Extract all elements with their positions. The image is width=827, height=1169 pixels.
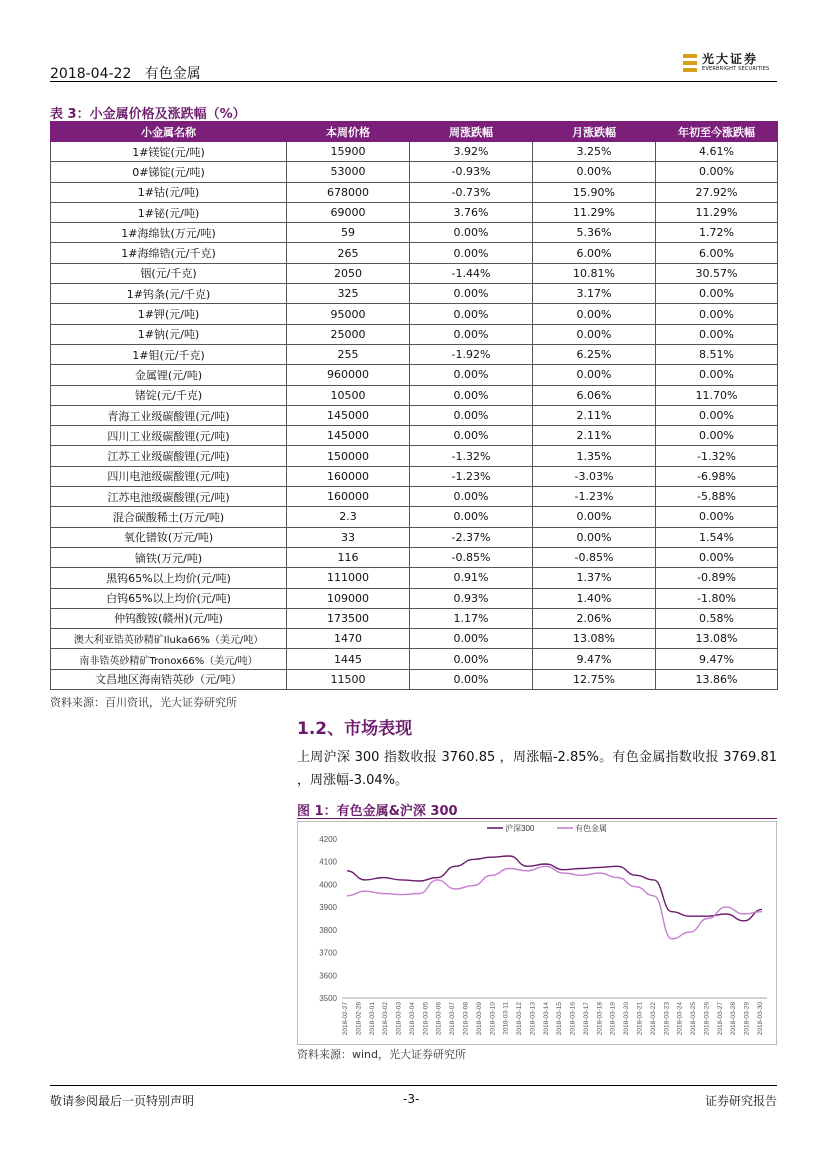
table-cell: 3.17% <box>533 284 656 304</box>
table-row <box>51 669 778 689</box>
x-tick-label: 2018-03-29 <box>743 1002 751 1036</box>
table-cell: -1.32% <box>656 446 778 466</box>
table-cell: 173500 <box>287 608 410 628</box>
table-source: 资料来源：百川资讯，光大证券研究所 <box>50 696 237 709</box>
x-tick-label: 2018-03-17 <box>582 1002 590 1036</box>
table-cell: 1#海绵钛(万元/吨) <box>51 223 287 243</box>
table-cell: 960000 <box>287 365 410 385</box>
x-tick-label: 2018-03-14 <box>542 1002 550 1036</box>
table-row <box>51 243 778 263</box>
table-cell: 325 <box>287 284 410 304</box>
table-cell: 0.00% <box>656 162 778 182</box>
x-tick-label: 2018-03-19 <box>609 1002 617 1036</box>
table-cell: 南非锆英砂精矿Tronox66%（美元/吨） <box>51 649 287 669</box>
x-tick-label: 2018-03-01 <box>368 1002 376 1036</box>
table-cell: 0#锑锭(元/吨) <box>51 162 287 182</box>
y-tick-label: 3900 <box>319 903 337 913</box>
x-tick-label: 2018-03-22 <box>649 1002 657 1036</box>
table-cell: 145000 <box>287 426 410 446</box>
table-cell: 1.72% <box>656 223 778 243</box>
y-tick-label: 4200 <box>319 835 337 844</box>
table-cell: 1#钨条(元/千克) <box>51 284 287 304</box>
table-cell: 1445 <box>287 649 410 669</box>
logo-name-cn: 光大证券 <box>702 52 759 66</box>
table-cell: -0.73% <box>410 182 533 202</box>
table-cell: 0.00% <box>410 223 533 243</box>
y-tick-label: 3700 <box>319 948 337 958</box>
table-cell: 1.37% <box>533 568 656 588</box>
table-cell: 0.00% <box>533 527 656 547</box>
table-cell: -1.44% <box>410 263 533 283</box>
table-cell: 1470 <box>287 629 410 649</box>
y-tick-label: 3600 <box>319 971 337 981</box>
table-cell: 1.40% <box>533 588 656 608</box>
table-cell: -0.85% <box>410 547 533 567</box>
table-cell: 0.00% <box>410 405 533 425</box>
table-cell: 四川工业级碳酸锂(元/吨) <box>51 426 287 446</box>
table-cell: 9.47% <box>533 649 656 669</box>
table-cell: 0.00% <box>533 324 656 344</box>
header-rule <box>50 81 777 82</box>
table-row <box>51 284 778 304</box>
table-cell: 1#海绵锆(元/千克) <box>51 243 287 263</box>
table-cell: 11.29% <box>533 202 656 222</box>
legend-label: 有色金属 <box>575 824 607 833</box>
table-cell: 10500 <box>287 385 410 405</box>
table-cell: 11500 <box>287 669 410 689</box>
table-cell: 氧化镨钕(万元/吨) <box>51 527 287 547</box>
table-cell: 1#钼(元/千克) <box>51 344 287 364</box>
line-chart <box>297 821 777 1045</box>
table-cell: 1.35% <box>533 446 656 466</box>
table-row <box>51 629 778 649</box>
x-tick-label: 2018-03-08 <box>462 1002 470 1036</box>
table-cell: 0.00% <box>410 365 533 385</box>
table-cell: 33 <box>287 527 410 547</box>
table-cell: 6.00% <box>533 243 656 263</box>
table-cell: 镝铁(万元/吨) <box>51 547 287 567</box>
table-cell: 2.06% <box>533 608 656 628</box>
x-tick-label: 2018-03-18 <box>596 1002 604 1036</box>
table-cell: -6.98% <box>656 466 778 486</box>
table-row <box>51 365 778 385</box>
table-cell: 0.00% <box>410 385 533 405</box>
x-tick-label: 2018-03-16 <box>569 1002 577 1036</box>
x-tick-label: 2018-03-20 <box>623 1002 631 1036</box>
table-cell: 255 <box>287 344 410 364</box>
table-cell: 黑钨65%以上均价(元/吨) <box>51 568 287 588</box>
column-header: 月涨跌幅 <box>533 122 656 142</box>
table-row <box>51 466 778 486</box>
table-cell: -1.32% <box>410 446 533 466</box>
table-cell: 15900 <box>287 142 410 162</box>
table-cell: 0.00% <box>410 507 533 527</box>
table-row <box>51 162 778 182</box>
table-cell: 0.00% <box>410 649 533 669</box>
table-cell: 1#钠(元/吨) <box>51 324 287 344</box>
page-number: -3- <box>403 1092 420 1106</box>
table-cell: 0.00% <box>410 487 533 507</box>
table-cell: 12.75% <box>533 669 656 689</box>
table-cell: 3.76% <box>410 202 533 222</box>
table-cell: 160000 <box>287 466 410 486</box>
table-cell: 13.08% <box>656 629 778 649</box>
table-cell: 1.54% <box>656 527 778 547</box>
table-cell: 11.70% <box>656 385 778 405</box>
table-cell: 江苏电池级碳酸锂(元/吨) <box>51 487 287 507</box>
figure-source: 资料来源：wind，光大证券研究所 <box>297 1048 467 1061</box>
x-tick-label: 2018-03-25 <box>690 1002 698 1036</box>
table-cell: 1#钾(元/吨) <box>51 304 287 324</box>
table-cell: 0.00% <box>656 405 778 425</box>
column-header: 年初至今涨跌幅 <box>656 122 778 142</box>
table-cell: 仲钨酸铵(赣州)(元/吨) <box>51 608 287 628</box>
table-cell: 1#铋(元/吨) <box>51 202 287 222</box>
y-tick-label: 4000 <box>319 880 337 890</box>
legend-label: 沪深300 <box>505 824 535 833</box>
column-header: 周涨跌幅 <box>410 122 533 142</box>
table-row <box>51 547 778 567</box>
footer-disclaimer: 敬请参阅最后一页特别声明 <box>50 1094 195 1108</box>
table-row <box>51 324 778 344</box>
table-cell: 8.51% <box>656 344 778 364</box>
table-cell: 109000 <box>287 588 410 608</box>
figure-rule <box>297 818 777 819</box>
table-cell: 文昌地区海南锆英砂（元/吨） <box>51 669 287 689</box>
table-cell: 30.57% <box>656 263 778 283</box>
table-cell: -1.23% <box>410 466 533 486</box>
table-row <box>51 182 778 202</box>
table-cell: 锗锭(元/千克) <box>51 385 287 405</box>
table-cell: -0.93% <box>410 162 533 182</box>
x-tick-label: 2018-03-28 <box>730 1002 738 1036</box>
table-row <box>51 142 778 162</box>
table-cell: 0.58% <box>656 608 778 628</box>
x-tick-label: 2018-02-28 <box>355 1002 363 1036</box>
table-cell: 0.00% <box>410 629 533 649</box>
table-cell: 3.92% <box>410 142 533 162</box>
table-cell: 0.00% <box>656 304 778 324</box>
table-cell: 0.00% <box>410 324 533 344</box>
table-row <box>51 385 778 405</box>
x-tick-label: 2018-03-30 <box>757 1002 764 1036</box>
y-tick-label: 3500 <box>319 994 337 1003</box>
table-cell: 2050 <box>287 263 410 283</box>
x-tick-label: 2018-03-13 <box>529 1002 537 1036</box>
x-tick-label: 2018-03-24 <box>676 1002 684 1036</box>
table-cell: 3.25% <box>533 142 656 162</box>
report-date: 2018-04-22 <box>50 66 132 82</box>
x-tick-label: 2018-03-05 <box>422 1002 430 1036</box>
table-header-row <box>51 122 778 142</box>
x-tick-label: 2018-03-23 <box>663 1002 671 1036</box>
table-cell: 0.00% <box>656 507 778 527</box>
table-cell: 116 <box>287 547 410 567</box>
table-cell: 0.00% <box>656 426 778 446</box>
table-cell: 4.61% <box>656 142 778 162</box>
figure-title: 图 1：有色金属&沪深 300 <box>297 804 458 819</box>
table-cell: 95000 <box>287 304 410 324</box>
table-cell: 0.00% <box>410 284 533 304</box>
table-cell: -5.88% <box>656 487 778 507</box>
table-cell: 2.11% <box>533 405 656 425</box>
logo-name-en: EVERBRIGHT SECURITIES <box>702 66 770 72</box>
table-cell: 白钨65%以上均价(元/吨) <box>51 588 287 608</box>
x-tick-label: 2018-03-12 <box>516 1002 524 1036</box>
table-cell: 69000 <box>287 202 410 222</box>
header-date-section <box>50 63 201 83</box>
table-cell: 0.91% <box>410 568 533 588</box>
x-tick-label: 2018-03-27 <box>716 1002 724 1036</box>
table-cell: 145000 <box>287 405 410 425</box>
metals-price-table <box>50 121 778 690</box>
table-cell: 0.00% <box>656 284 778 304</box>
table-cell: 铟(元/千克) <box>51 263 287 283</box>
table-cell: 1.17% <box>410 608 533 628</box>
table-cell: 265 <box>287 243 410 263</box>
table-cell: -0.85% <box>533 547 656 567</box>
table-cell: 13.86% <box>656 669 778 689</box>
table-row <box>51 426 778 446</box>
table-cell: 10.81% <box>533 263 656 283</box>
table-cell: 0.00% <box>656 324 778 344</box>
table-row <box>51 223 778 243</box>
table-cell: 678000 <box>287 182 410 202</box>
footer-report-type: 证券研究报告 <box>704 1094 777 1108</box>
table-cell: 111000 <box>287 568 410 588</box>
table-cell: 0.00% <box>410 669 533 689</box>
table-row <box>51 446 778 466</box>
table-cell: 0.93% <box>410 588 533 608</box>
table-cell: 0.00% <box>533 507 656 527</box>
table-cell: 1#镁锭(元/吨) <box>51 142 287 162</box>
table-row <box>51 507 778 527</box>
table-row <box>51 568 778 588</box>
table-cell: 2.11% <box>533 426 656 446</box>
table-row <box>51 202 778 222</box>
x-tick-label: 2018-03-06 <box>435 1002 443 1036</box>
report-section: 有色金属 <box>144 66 201 82</box>
table-cell: 160000 <box>287 487 410 507</box>
x-tick-label: 2018-02-27 <box>342 1002 349 1036</box>
table-row <box>51 608 778 628</box>
table-body <box>51 142 778 690</box>
logo-icon <box>683 54 697 72</box>
x-tick-label: 2018-03-21 <box>636 1002 644 1036</box>
table-row <box>51 344 778 364</box>
x-tick-label: 2018-03-09 <box>475 1002 483 1036</box>
table-cell: -1.80% <box>656 588 778 608</box>
table-cell: 青海工业级碳酸锂(元/吨) <box>51 405 287 425</box>
section-title: 1.2、市场表现 <box>297 719 413 739</box>
table-cell: 25000 <box>287 324 410 344</box>
table-cell: 6.25% <box>533 344 656 364</box>
table-cell: 混合碳酸稀土(万元/吨) <box>51 507 287 527</box>
table-cell: 11.29% <box>656 202 778 222</box>
table-cell: 江苏工业级碳酸锂(元/吨) <box>51 446 287 466</box>
table-cell: 0.00% <box>533 162 656 182</box>
table-row <box>51 263 778 283</box>
table-cell: 0.00% <box>410 426 533 446</box>
x-tick-label: 2018-03-11 <box>502 1002 510 1035</box>
x-tick-label: 2018-03-26 <box>703 1002 711 1036</box>
market-paragraph: 上周沪深 300 指数收报 3760.85 ，周涨幅-2.85%。有色金属指数收报 3769.81 ，周涨幅-3.04%。 <box>297 750 777 788</box>
table-cell: 6.06% <box>533 385 656 405</box>
table-row <box>51 527 778 547</box>
footer-rule <box>50 1085 777 1086</box>
x-tick-label: 2018-03-02 <box>382 1002 390 1036</box>
y-tick-label: 4100 <box>319 857 337 867</box>
table-title: 表 3：小金属价格及涨跌幅（%） <box>50 107 246 122</box>
x-tick-label: 2018-03-07 <box>449 1002 457 1036</box>
table-cell: 0.00% <box>656 365 778 385</box>
table-cell: 0.00% <box>656 547 778 567</box>
table-cell: 150000 <box>287 446 410 466</box>
table-cell: -3.03% <box>533 466 656 486</box>
y-tick-label: 3800 <box>319 925 337 935</box>
table-cell: 澳大利亚锆英砂精矿Iluka66%（美元/吨） <box>51 629 287 649</box>
table-cell: 0.00% <box>533 365 656 385</box>
table-cell: 2.3 <box>287 507 410 527</box>
table-row <box>51 304 778 324</box>
table-cell: 13.08% <box>533 629 656 649</box>
table-cell: 金属锂(元/吨) <box>51 365 287 385</box>
table-row <box>51 588 778 608</box>
table-cell: 27.92% <box>656 182 778 202</box>
column-header: 本周价格 <box>287 122 410 142</box>
table-cell: 6.00% <box>656 243 778 263</box>
table-row <box>51 405 778 425</box>
x-tick-label: 2018-03-15 <box>556 1002 564 1036</box>
table-cell: -1.23% <box>533 487 656 507</box>
table-cell: -2.37% <box>410 527 533 547</box>
table-cell: -0.89% <box>656 568 778 588</box>
table-cell: -1.92% <box>410 344 533 364</box>
x-tick-label: 2018-03-10 <box>489 1002 497 1036</box>
table-cell: 1#钴(元/吨) <box>51 182 287 202</box>
x-tick-label: 2018-03-04 <box>408 1002 416 1036</box>
table-row <box>51 487 778 507</box>
table-row <box>51 649 778 669</box>
table-cell: 0.00% <box>410 243 533 263</box>
table-cell: 四川电池级碳酸锂(元/吨) <box>51 466 287 486</box>
table-cell: 9.47% <box>656 649 778 669</box>
table-cell: 53000 <box>287 162 410 182</box>
table-cell: 0.00% <box>533 304 656 324</box>
company-logo <box>683 53 769 72</box>
table-cell: 15.90% <box>533 182 656 202</box>
table-cell: 5.36% <box>533 223 656 243</box>
x-tick-label: 2018-03-03 <box>395 1002 403 1036</box>
table-cell: 0.00% <box>410 304 533 324</box>
table-cell: 59 <box>287 223 410 243</box>
column-header: 小金属名称 <box>51 122 287 142</box>
